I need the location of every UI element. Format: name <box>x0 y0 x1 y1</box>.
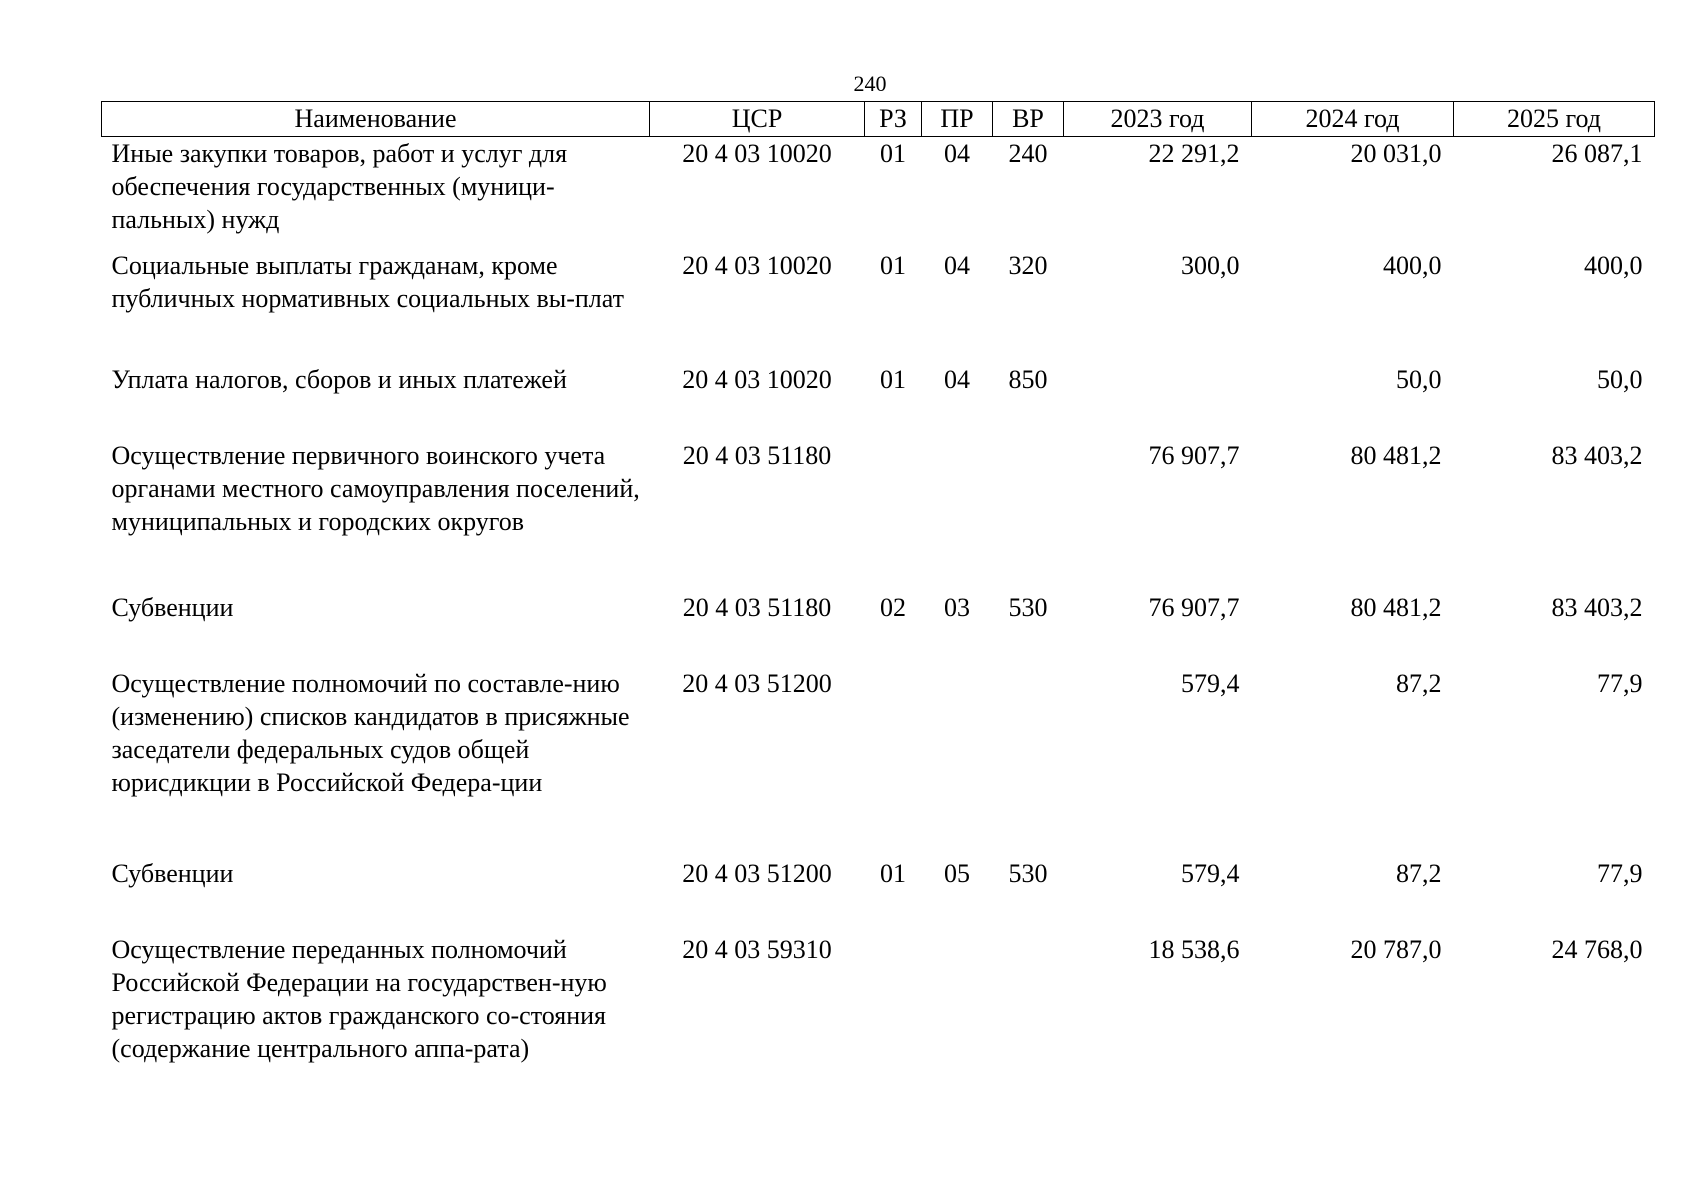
cell-name: Иные закупки товаров, работ и услуг для обеспечения государственных (муници-пальных) нужд <box>111 139 568 234</box>
cell-csr: 20 4 03 51180 <box>682 592 832 622</box>
cell-2024: 20 787,0 <box>1350 934 1442 964</box>
cell-2025: 77,9 <box>1597 858 1643 888</box>
header-vr: ВР <box>993 102 1064 137</box>
cell-2024: 87,2 <box>1396 668 1442 698</box>
cell-name: Осуществление полномочий по составле-нию (изменению) списков кандидатов в присяжные заседатели федеральных судов общей юрисдикции в Российской Федера-ции <box>111 668 630 797</box>
header-rz: РЗ <box>865 102 922 137</box>
cell-pr: 04 <box>944 139 970 168</box>
cell-pr: 04 <box>944 364 970 394</box>
cell-2023: 76 907,7 <box>1148 592 1240 622</box>
cell-2025: 400,0 <box>1584 250 1643 280</box>
cell-vr <box>993 933 1064 1103</box>
cell-csr: 20 4 03 51200 <box>682 668 832 698</box>
cell-2024: 80 481,2 <box>1350 440 1442 470</box>
header-2023: 2023 год <box>1064 102 1252 137</box>
table-header <box>102 102 1655 137</box>
cell-rz: 02 <box>880 592 906 622</box>
cell-2025: 83 403,2 <box>1551 440 1643 470</box>
header-name: Наименование <box>102 102 650 137</box>
table-row <box>102 363 1655 439</box>
cell-2025: 83 403,2 <box>1551 592 1643 622</box>
cell-vr: 240 <box>1008 139 1048 168</box>
header-2024: 2024 год <box>1252 102 1454 137</box>
header-2025: 2025 год <box>1454 102 1655 137</box>
page-number: 240 <box>853 71 887 96</box>
cell-2023: 579,4 <box>1181 668 1240 698</box>
cell-2024: 80 481,2 <box>1350 592 1442 622</box>
cell-csr: 20 4 03 51200 <box>682 858 832 888</box>
cell-rz: 01 <box>880 139 906 168</box>
table-row <box>102 933 1655 1103</box>
cell-vr: 530 <box>1008 858 1048 888</box>
table-row <box>102 439 1655 591</box>
cell-pr: 05 <box>944 858 970 888</box>
cell-csr: 20 4 03 10020 <box>682 139 832 168</box>
cell-2024: 87,2 <box>1396 858 1442 888</box>
table-body <box>102 137 1655 1103</box>
cell-rz: 01 <box>880 250 906 280</box>
cell-2024: 50,0 <box>1396 364 1442 394</box>
table-row <box>102 857 1655 933</box>
cell-2025: 24 768,0 <box>1551 934 1643 964</box>
cell-2024: 400,0 <box>1383 250 1442 280</box>
cell-vr <box>993 439 1064 591</box>
table-row <box>102 591 1655 667</box>
cell-2025: 50,0 <box>1597 364 1643 394</box>
cell-csr: 20 4 03 59310 <box>682 934 832 964</box>
cell-rz: 01 <box>880 364 906 394</box>
cell-pr <box>922 667 993 857</box>
cell-pr: 04 <box>944 250 970 280</box>
cell-name: Осуществление первичного воинского учета органами местного самоуправления поселений, муниципальных и городских округов <box>111 440 640 536</box>
header-pr: ПР <box>922 102 993 137</box>
cell-name: Субвенции <box>111 592 234 622</box>
cell-vr <box>993 667 1064 857</box>
cell-rz <box>865 667 922 857</box>
cell-pr <box>922 439 993 591</box>
cell-pr: 03 <box>944 592 970 622</box>
cell-rz: 01 <box>880 858 906 888</box>
cell-csr: 20 4 03 10020 <box>682 250 832 280</box>
cell-2025: 77,9 <box>1597 668 1643 698</box>
cell-csr: 20 4 03 10020 <box>682 364 832 394</box>
table-row <box>102 249 1655 363</box>
cell-name: Субвенции <box>111 858 234 888</box>
cell-name: Социальные выплаты гражданам, кроме публичных нормативных социальных вы-плат <box>111 250 624 313</box>
cell-csr: 20 4 03 51180 <box>682 440 832 470</box>
cell-name: Уплата налогов, сборов и иных платежей <box>111 364 567 394</box>
cell-2025: 26 087,1 <box>1551 139 1643 168</box>
header-csr: ЦСР <box>650 102 865 137</box>
cell-vr: 530 <box>1008 592 1048 622</box>
cell-2024: 20 031,0 <box>1350 139 1442 168</box>
cell-2023: 579,4 <box>1181 858 1240 888</box>
cell-2023: 76 907,7 <box>1148 440 1240 470</box>
cell-rz <box>865 439 922 591</box>
cell-2023: 22 291,2 <box>1148 139 1240 168</box>
cell-vr: 320 <box>1008 250 1048 280</box>
cell-rz <box>865 933 922 1103</box>
table-row <box>102 667 1655 857</box>
cell-2023: 18 538,6 <box>1148 934 1240 964</box>
cell-2023 <box>1064 363 1252 439</box>
cell-2023: 300,0 <box>1181 250 1240 280</box>
header-row <box>102 102 1655 137</box>
cell-name: Осуществление переданных полномочий Российской Федерации на государствен-ную регистрацию актов гражданского со-стояния (содержание центрального аппа-рата) <box>111 934 607 1063</box>
table-row <box>102 137 1655 249</box>
cell-vr: 850 <box>1008 364 1048 394</box>
cell-pr <box>922 933 993 1103</box>
budget-table <box>101 101 1655 1103</box>
